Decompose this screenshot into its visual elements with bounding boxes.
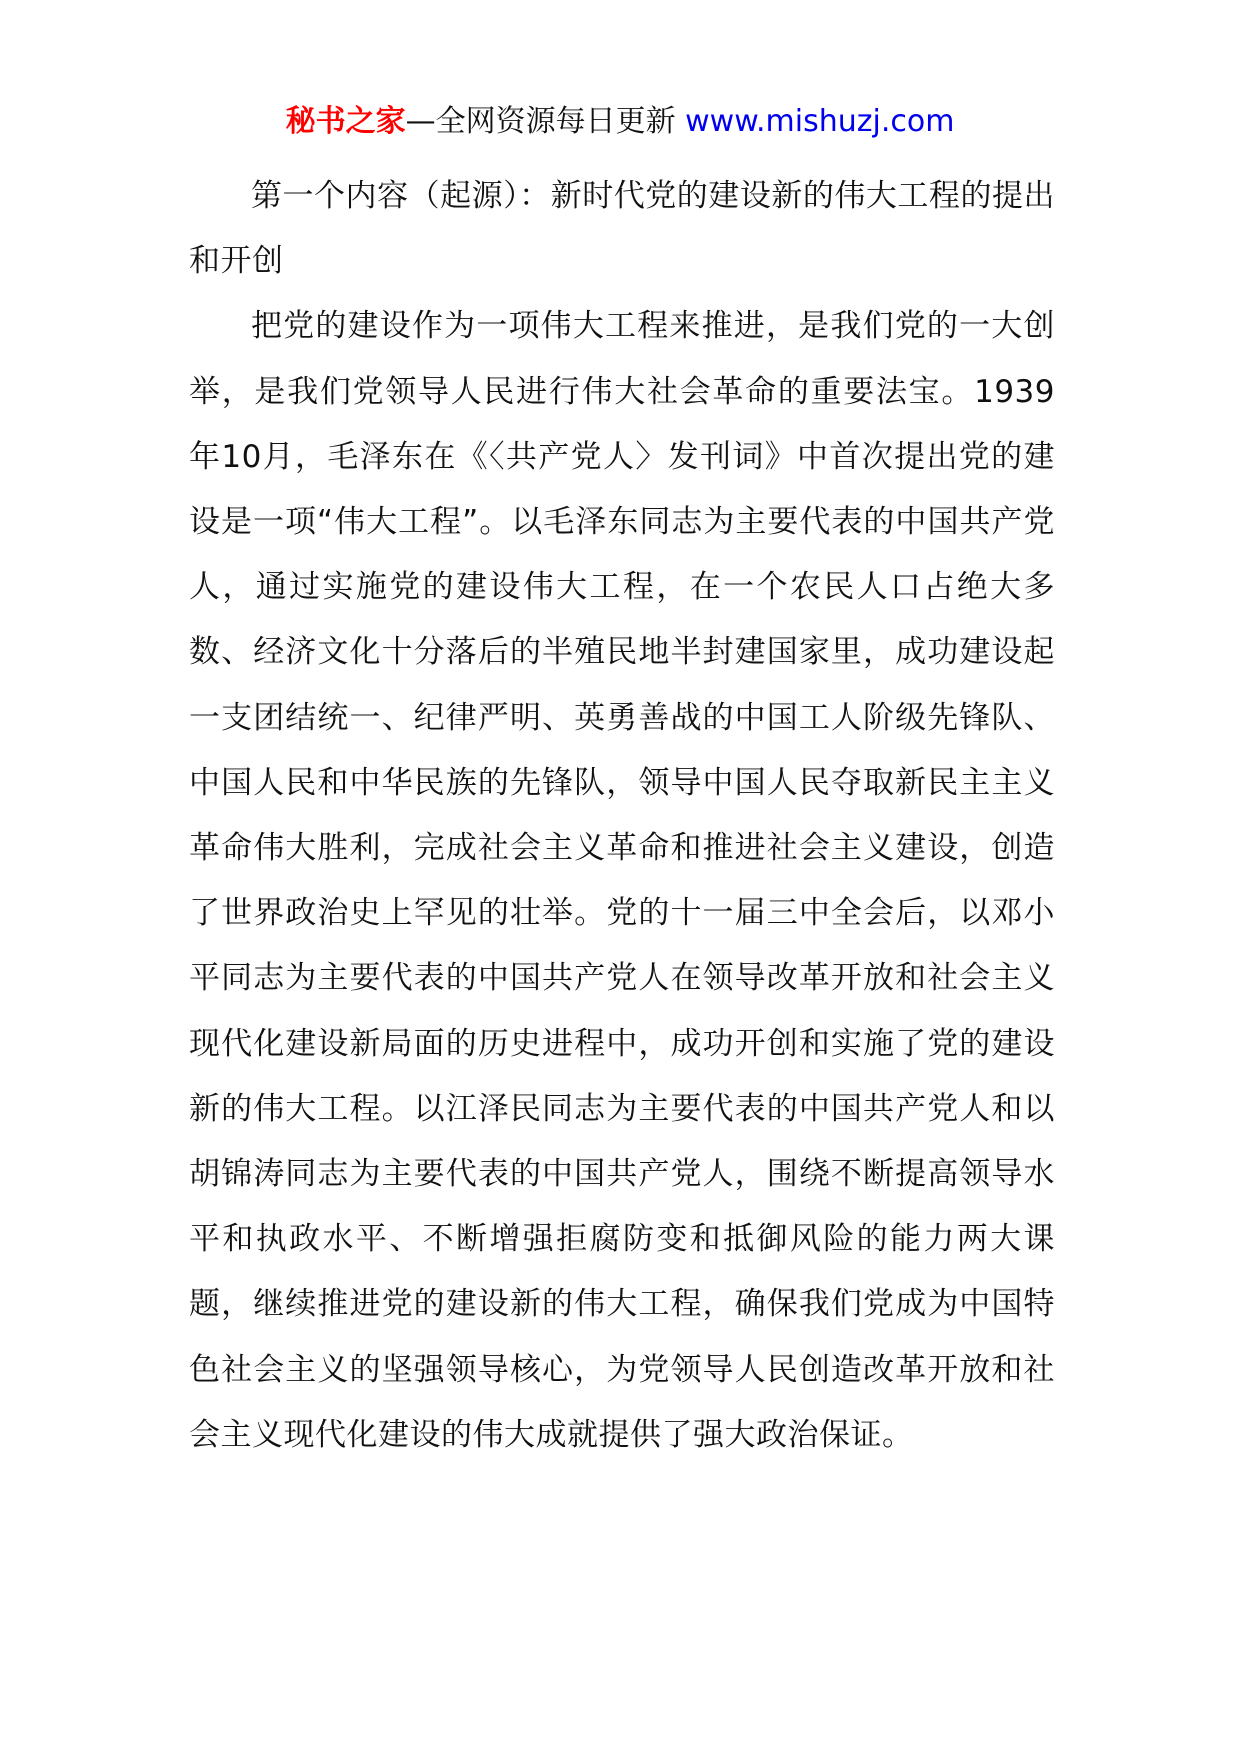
document-body xyxy=(189,164,1055,1468)
site-url-link[interactable]: www.mishuzj.com xyxy=(685,104,955,139)
body-paragraph: 把党的建设作为一项伟大工程来推进，是我们党的一大创举，是我们党领导人民进行伟大社会革命的重要法宝。1939年10月，毛泽东在《〈共产党人〉发刊词》中首次提出党的建设是一项“伟大工程”。以毛泽东同志为主要代表的中国共产党人，通过实施党的建设伟大工程，在一个农民人口占绝大多数、经济文化十分落后的半殖民地半封建国家里，成功建设起一支团结统一、纪律严明、英勇善战的中国工人阶级先锋队、中国人民和中华民族的先锋队，领导中国人民夺取新民主主义革命伟大胜利，完成社会主义革命和推进社会主义建设，创造了世界政治史上罕见的壮举。党的十一届三中全会后，以邓小平同志为主要代表的中国共产党人在领导改革开放和社会主义现代化建设新局面的历史进程中，成功开创和实施了党的建设新的伟大工程。以江泽民同志为主要代表的中国共产党人和以胡锦涛同志为主要代表的中国共产党人，围绕不断提高领导水平和执政水平、不断增强拒腐防变和抵御风险的能力两大课题，继续推进党的建设新的伟大工程，确保我们党成为中国特色社会主义的坚强领导核心，为党领导人民创造改革开放和社会主义现代化建设的伟大成就提供了强大政治保证。 xyxy=(189,308,1055,1453)
brand-name: 秘书之家 xyxy=(285,104,406,139)
page-header xyxy=(0,100,1240,144)
header-tagline: —全网资源每日更新 xyxy=(405,104,676,139)
section-heading: 第一个内容（起源）：新时代党的建设新的伟大工程的提出和开创 xyxy=(189,178,1055,280)
